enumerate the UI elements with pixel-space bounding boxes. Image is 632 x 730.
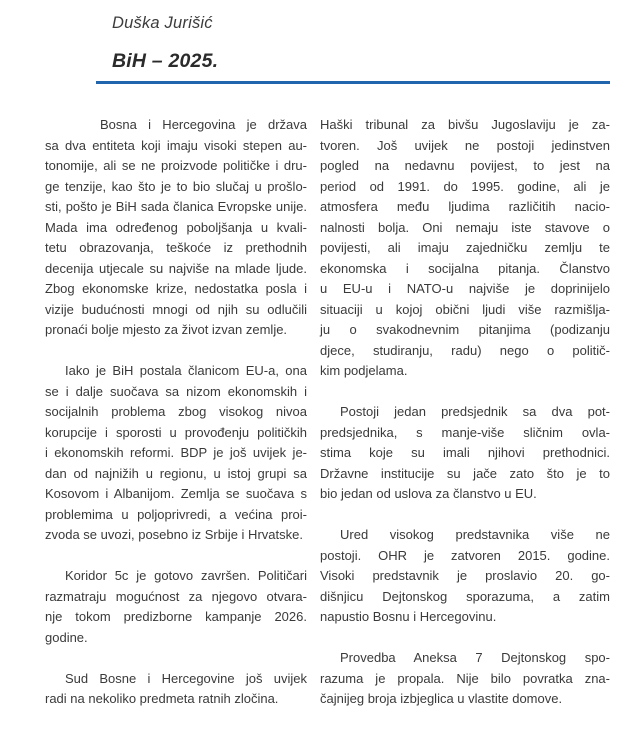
text-line: dišnjicu Dejtonskog sporazuma, a zatim xyxy=(320,588,610,604)
title-underline xyxy=(96,81,610,84)
text-line: Ured visokog predstavnika više ne xyxy=(340,527,610,542)
text-line: decenija utjecale su najviše na mlade ljude. xyxy=(45,260,307,276)
text-column-right xyxy=(320,115,610,710)
text-line: socijalnih problema zbog visokog nivoa xyxy=(45,404,307,419)
text-line: Mada ima određenog poboljšanja u kvali- xyxy=(45,219,307,235)
text-line: Iako je BiH postala članicom EU-a, ona xyxy=(65,363,307,378)
text-line: Visoki predstavnik je proslavio 20. go- xyxy=(320,568,610,583)
text-line: tvoren. Još uvijek ne postoji jedinstven xyxy=(320,137,610,153)
text-column-left xyxy=(45,115,307,710)
paragraph xyxy=(45,669,307,710)
paragraph xyxy=(320,648,610,710)
text-line: Haški tribunal za bivšu Jugoslaviju je za- xyxy=(320,117,610,132)
text-line: problemima u poljoprivredi, a većina proi- xyxy=(45,506,307,522)
text-line: ekonomska i socijalna pitanja. Članstvo xyxy=(320,260,610,276)
text-line: ju o svakodnevnim pitanjima (podizanju xyxy=(320,322,610,337)
text-line: ge tenzije, kao što je to bio slučaj u prošlo- xyxy=(45,178,307,194)
text-line: Provedba Aneksa 7 Dejtonskog spo- xyxy=(340,650,610,665)
paragraph xyxy=(45,361,307,546)
text-line: dan od najnižih u regionu, u istoj grupi sa xyxy=(45,465,307,481)
paragraph xyxy=(45,566,307,648)
text-line: razuma je propala. Nije bilo povratka zna- xyxy=(320,670,610,686)
text-line: Postoji jedan predsjednik sa dva pot- xyxy=(340,404,610,419)
text-line: korupcije i sporosti u provođenju političkih xyxy=(45,424,307,440)
text-line: Sud Bosne i Hercegovine još uvijek xyxy=(65,670,307,686)
text-line: predsjednika, s manje-više sličnim ovla- xyxy=(320,424,610,440)
text-line: bio jedan od uslova za članstvo u EU. xyxy=(320,486,537,501)
text-line: Zbog ekonomske krize, nedostatka posla i xyxy=(45,281,307,296)
text-line: povijesti, ali imaju zajedničku zemlju te xyxy=(320,240,610,255)
text-line: radi na nekoliko predmeta ratnih zločina. xyxy=(45,691,279,706)
text-line: situaciji u kojoj obični ljudi više razmišlja- xyxy=(320,301,610,317)
text-line: se i dalje suočava sa nizom ekonomskih i xyxy=(45,383,307,399)
text-line: godine. xyxy=(45,629,88,645)
text-line: Koridor 5c je gotovo završen. Političari xyxy=(65,568,307,583)
text-line: period od 1991. do 1995. godine, ali je xyxy=(320,178,610,194)
paragraph xyxy=(320,525,610,628)
text-line: sti, pošto je BiH sada članica Evropske unije. xyxy=(45,199,307,214)
text-line: kim podjelama. xyxy=(320,363,408,378)
text-line: postoji. OHR je zatvoren 2015. godine. xyxy=(320,547,610,563)
text-line: sa dva entiteta koji imaju visoki stepen au- xyxy=(45,137,307,153)
text-line: pronaći bolje mjesto za život izvan zemlje. xyxy=(45,322,288,337)
text-line: i ekonomskih reformi. BDP je još uvijek je- xyxy=(45,445,307,460)
text-line: atmosfera među ljudima različitih nacio- xyxy=(320,199,610,214)
text-line: tetu obrazovanja, teškoće iz prethodnih xyxy=(45,240,307,255)
text-line: Bosna i Hercegovina je država xyxy=(100,117,307,132)
text-line: djece, studiranju, radu) nego o politič- xyxy=(320,342,610,358)
text-line: razmatraju mogućnost za njegovo otvara- xyxy=(45,588,307,604)
text-line: pogled na nedavnu povijest, to jest na xyxy=(320,158,610,173)
text-line: tonomije, ali se ne proizvode političke i dru- xyxy=(45,158,307,173)
text-line: čajnijeg broja izbjeglica u vlastite domove. xyxy=(320,691,563,706)
text-line: nalnosti bolja. Oni nemaju iste stavove o xyxy=(320,219,610,235)
page-title: BiH – 2025. xyxy=(112,50,219,72)
text-line: u EU-u i NATO-u najviše je doprinijelo xyxy=(320,281,610,296)
paragraph xyxy=(320,115,610,382)
text-line: Državne institucije su jače zato što je to xyxy=(320,465,610,481)
text-line: nje tokom predizborne kampanje 2026. xyxy=(45,609,307,624)
text-line: vizije budućnosti mnogi od njih su odlučili xyxy=(45,301,307,317)
text-line: stima koje su imali njihovi prethodnici. xyxy=(320,445,610,460)
text-line: Kosovom i Albanijom. Zemlja se suočava s xyxy=(45,486,307,501)
author-name: Duška Jurišić xyxy=(112,14,213,32)
text-line: zvoda se uvozi, posebno iz Srbije i Hrvatske. xyxy=(45,527,303,542)
paragraph xyxy=(45,115,307,341)
paragraph xyxy=(320,402,610,505)
text-line: napustio Bosnu i Hercegovinu. xyxy=(320,609,497,624)
